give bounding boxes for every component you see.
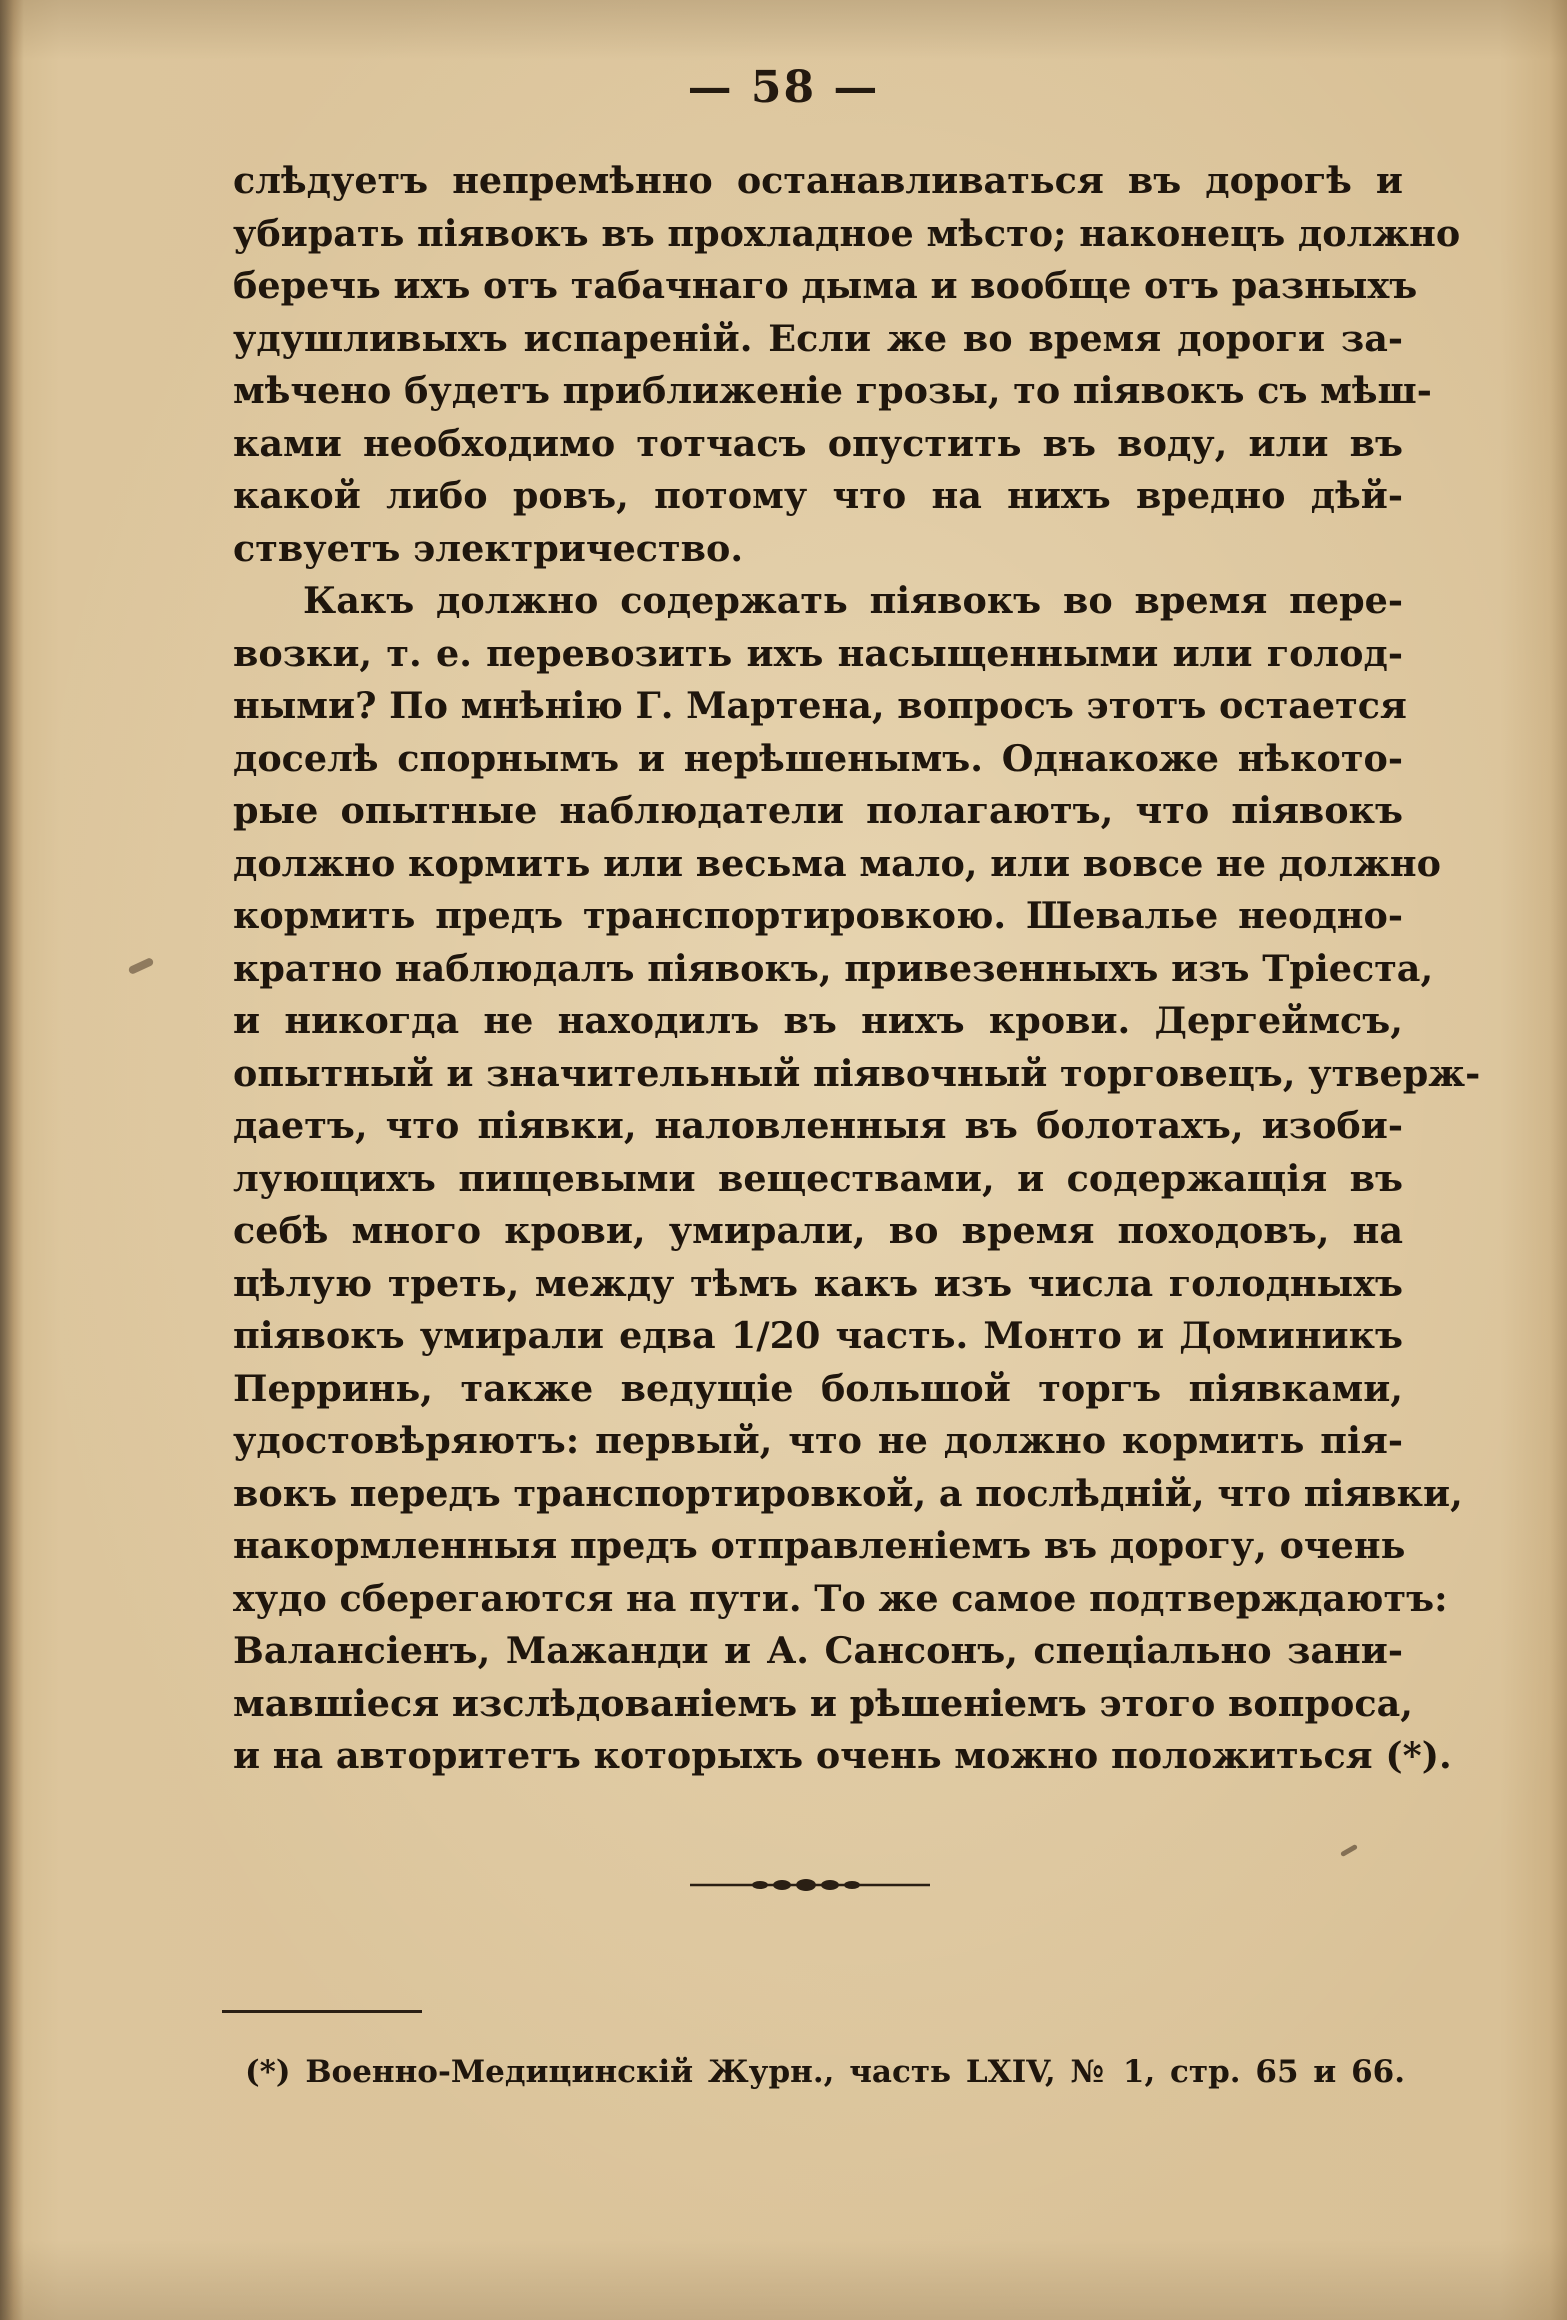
text-line: удостовѣряютъ: первый, что не должно кормить пія- [233, 1419, 1403, 1462]
text-line: слѣдуетъ непремѣнно останавливаться въ дорогѣ и [233, 159, 1403, 202]
text-line: кормить предъ транспортировкою. Шевалье неодно- [233, 894, 1403, 937]
text-line: и никогда не находилъ въ нихъ крови. Дергеймсъ, [233, 999, 1403, 1042]
page-shadow-top [0, 0, 1567, 60]
text-line: ками необходимо тотчасъ опустить въ воду, или въ [233, 421, 1403, 465]
text-line: цѣлую треть, между тѣмъ какъ изъ числа голодныхъ [233, 1261, 1403, 1305]
text-line: даетъ, что піявки, наловленныя въ болотахъ, изоби- [233, 1104, 1403, 1147]
text-line: возки, т. е. перевозить ихъ насыщенными или голод- [233, 631, 1403, 675]
text-line: рые опытные наблюдатели полагаютъ, что піявокъ [233, 789, 1403, 832]
text-line: мавшіеся изслѣдованіемъ и рѣшеніемъ этого вопроса, [233, 1681, 1413, 1725]
text-line: накормленныя предъ отправленіемъ въ дорогу, очень [233, 1524, 1406, 1567]
page-shadow-bottom [0, 2240, 1567, 2320]
text-line: кратно наблюдалъ піявокъ, привезенныхъ изъ Тріеста, [233, 946, 1434, 990]
text-line: и на авторитетъ которыхъ очень можно положиться (*). [233, 1734, 1452, 1777]
text-line: доселѣ спорнымъ и нерѣшенымъ. Однакоже нѣкото- [233, 736, 1403, 780]
text-line: лующихъ пищевыми веществами, и содержащія въ [233, 1156, 1403, 1200]
text-line: мѣчено будетъ приближеніе грозы, то піявокъ съ мѣш- [233, 369, 1432, 412]
paper-blemish [1340, 1844, 1358, 1857]
text-line: какой либо ровъ, потому что на нихъ вредно дѣй- [233, 474, 1403, 517]
text-line: удушливыхъ испареній. Если же во время дороги за- [233, 316, 1403, 360]
text-line: себѣ много крови, умирали, во время походовъ, на [233, 1209, 1403, 1252]
text-line: вокъ передъ транспортировкой, а послѣдній, что піявки, [233, 1471, 1463, 1515]
page-number: — 58 — [687, 62, 880, 113]
text-line: беречь ихъ отъ табачнаго дыма и вообще отъ разныхъ [233, 264, 1418, 307]
text-line: Какъ должно содержать піявокъ во время пере- [303, 579, 1403, 622]
footnote-rule [222, 2010, 422, 2013]
text-line: должно кормить или весьма мало, или вовсе не должно [233, 841, 1441, 885]
body-text [233, 155, 1481, 1783]
text-line: опытный и значительный піявочный торговецъ, утверж- [233, 1051, 1481, 1095]
text-line: ствуетъ электричество. [233, 526, 744, 570]
text-line: худо сберегаются на пути. То же самое подтверждаютъ: [233, 1576, 1448, 1620]
text-line: убирать піявокъ въ прохладное мѣсто; наконецъ должно [233, 211, 1461, 255]
divider-ornament [690, 1870, 930, 1900]
text-line: піявокъ умирали едва 1/20 часть. Монто и Доминикъ [233, 1314, 1403, 1357]
text-line: Перринь, также ведущіе большой торгъ піявками, [233, 1366, 1403, 1410]
paper-blemish [128, 957, 155, 975]
text-line: Валансіенъ, Мажанди и А. Сансонъ, спеціально зани- [233, 1629, 1403, 1672]
text-line: ными? По мнѣнію Г. Мартена, вопросъ этотъ остается [233, 684, 1407, 727]
footnote: (*) Военно-Медицинскій Журн., часть LXIV, № 1, стр. 65 и 66. [245, 2054, 1405, 2090]
